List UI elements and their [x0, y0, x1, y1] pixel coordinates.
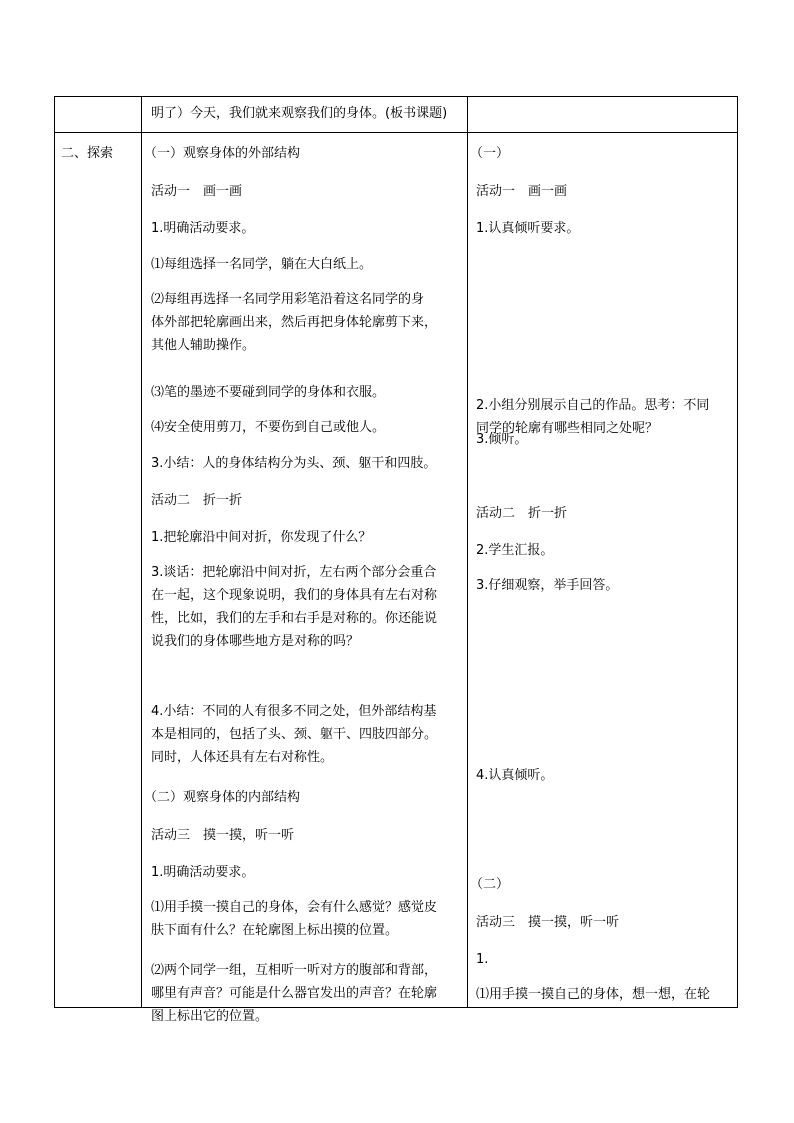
intro-text: 明了）今天，我们就来观察我们的身体。(板书课题) — [151, 106, 448, 121]
response-text: 1. — [476, 952, 489, 967]
stage-cell — [55, 133, 142, 1008]
requirement-item: ⑷安全使用剪刀，不要伤到自己或他人。 — [151, 420, 386, 435]
student-cell — [468, 97, 738, 133]
response-text: ⑴用手摸一摸自己的身体，想一想，在轮 — [476, 987, 711, 1002]
response-text: 4.认真倾听。 — [476, 768, 554, 783]
requirement-item: ⑴每组选择一名同学，躺在大白纸上。 — [151, 257, 373, 272]
requirement-line: 1.明确活动要求。 — [151, 221, 255, 236]
table-row — [55, 133, 738, 1008]
question-text: 1.把轮廓沿中间对折，你发现了什么？ — [151, 530, 372, 545]
teacher-activities — [142, 133, 467, 1024]
requirement-item: ⑶笔的墨迹不要碰到同学的身体和衣服。 — [151, 385, 386, 400]
activity-title: 活动二 折一折 — [476, 506, 568, 521]
section-title: （二） — [470, 877, 510, 892]
lesson-plan-table — [54, 96, 738, 1024]
student-activities — [468, 133, 737, 1007]
talk-text: 3.谈话：把轮廓沿中间对折，左右两个部分会重合 在一起，这个现象说明，我们的身体具有左右对称 性，比如，我们的左手和右手是对称的。你还能说 说我们的身体哪些地方是对称的吗？ — [151, 565, 438, 649]
response-text: 2.学生汇报。 — [476, 543, 554, 558]
table-row — [55, 97, 738, 133]
stage-cell — [55, 97, 142, 133]
activity-title: 活动三 摸一摸，听一听 — [151, 828, 295, 843]
summary-text: 3.小结：人的身体结构分为头、颈、躯干和四肢。 — [151, 456, 437, 471]
requirement-line: 1.明确活动要求。 — [151, 865, 255, 880]
requirement-item: ⑵每组再选择一名同学用彩笔沿着这名同学的身 体外部把轮廓画出来，然后再把身体轮廓剪下来， 其他人辅助操作。 — [151, 292, 438, 353]
response-text: 1.认真倾听要求。 — [476, 221, 580, 236]
activity-title: 活动二 折一折 — [151, 493, 243, 508]
activity-title: 活动三 摸一摸，听一听 — [476, 915, 620, 930]
response-text: 3.倾听。 — [476, 432, 528, 447]
activity-title: 活动一 画一画 — [476, 184, 568, 199]
teacher-cell — [142, 97, 468, 133]
teacher-cell — [142, 133, 468, 1024]
stage-label: 二、探索 — [61, 146, 114, 161]
requirement-item: ⑴用手摸一摸自己的身体，会有什么感觉？感觉皮 肤下面有什么？在轮廓图上标出摸的位置。 — [151, 900, 438, 938]
section-title: （二）观察身体的内部结构 — [144, 790, 301, 805]
student-cell — [468, 133, 738, 1008]
section-title: （一） — [470, 146, 510, 161]
activity-title: 活动一 画一画 — [151, 184, 243, 199]
requirement-item: ⑵两个同学一组，互相听一听对方的腹部和背部， 哪里有声音？可能是什么器官发出的声音？在轮廓 图上标出它的位置。 — [151, 963, 438, 1024]
summary-text: 4.小结：不同的人有很多不同之处，但外部结构基 本是相同的，包括了头、颈、躯干、四肢四部分。 同时，人体还具有左右对称性。 — [151, 704, 438, 765]
section-title: （一）观察身体的外部结构 — [144, 146, 301, 161]
response-text: 2.小组分别展示自己的作品。思考：不同 同学的轮廓有哪些相同之处呢？ — [476, 398, 710, 436]
response-text: 3.仔细观察，举手回答。 — [476, 578, 619, 593]
